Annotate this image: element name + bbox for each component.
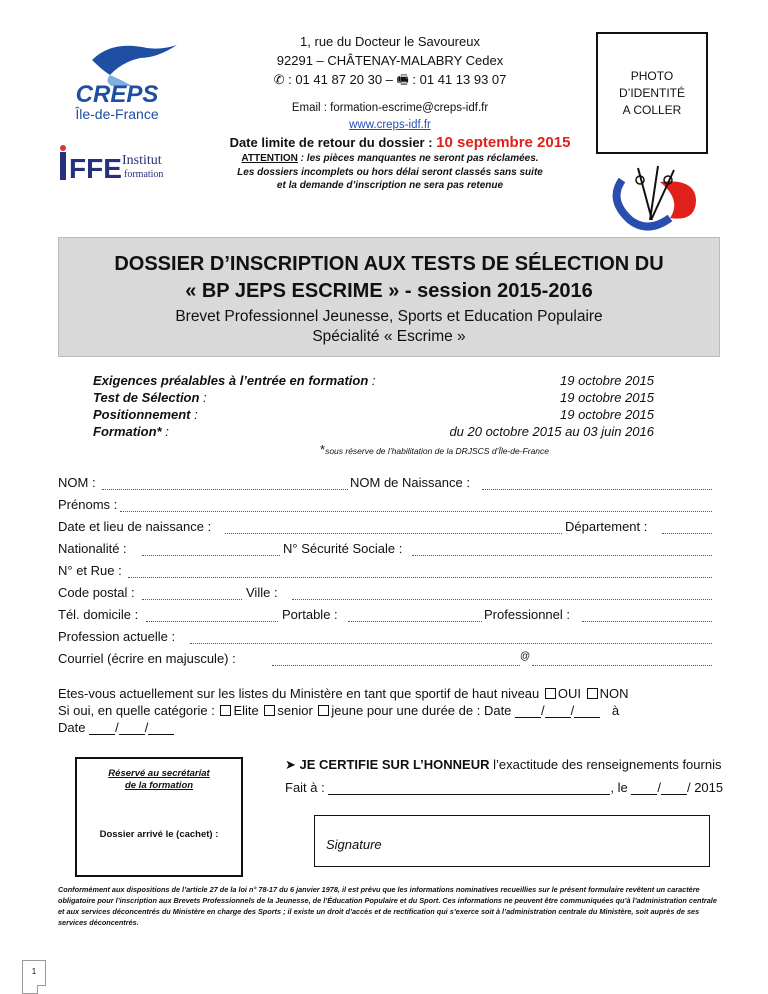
svg-text:FFE: FFE: [69, 153, 122, 184]
svg-text:formation: formation: [124, 169, 164, 180]
certification-statement: ➤ JE CERTIFIE SUR L’HONNEUR l’exactitude des renseignements fournis: [285, 757, 722, 772]
address-line2: 92291 – CHÂTENAY-MALABRY Cedex: [276, 53, 504, 68]
subtitle-line2: Spécialité « Escrime »: [312, 328, 466, 345]
signature-label: Signature: [326, 837, 382, 852]
requirement-value: du 20 octobre 2015 au 03 juin 2016: [449, 424, 654, 439]
fencing-emblem-icon: [600, 160, 710, 235]
requirement-value: 19 octobre 2015: [560, 373, 654, 388]
deadline: [215, 134, 585, 151]
legal-notice: Conformément aux dispositions de l’article 27 de la loi n° 78-17 du 6 janvier 1978, il est prévu que les informations nominatives recueillies sur le présent formulaire revêtent un caractère obligatoire pour l’inscription aux Brevets Professionnels de la Jeunesse, de l’Éducation Populaire et du Sport. Ces informations ne peuvent être communiquées qu’à l’administration centrale et aux services déconcentrés du Ministère en charge des Sports ; il existe un droit d’accès et de rectification qui s’exerce soit à l’administration centrale du Ministère, soit auprès de ses services déconcentrés.: [58, 885, 717, 927]
website-link[interactable]: www.creps-idf.fr: [349, 119, 431, 131]
courriel-label: Courriel (écrire en majuscule) :: [58, 651, 236, 666]
svg-text:CREPS: CREPS: [75, 81, 159, 108]
email-text: Email : formation-escrime@creps-idf.fr: [291, 102, 489, 114]
requirement-label: Formation* :: [93, 424, 169, 439]
departement-field[interactable]: [662, 533, 712, 534]
nom-label: NOM :: [58, 475, 96, 490]
elite-checkbox[interactable]: [220, 705, 231, 716]
address-line1: 1, rue du Docteur le Savoureux: [300, 34, 480, 49]
signed-month-field[interactable]: [661, 794, 687, 795]
requirement-label: Positionnement :: [93, 407, 198, 422]
secretariat-box: Réservé au secrétariat de la formation Dossier arrivé le (cachet) :: [75, 757, 243, 877]
attention-notice: ATTENTION : les pièces manquantes ne seront pas réclamées. Les dossiers incomplets ou hors délai seront classés sans suite et la demande d’inscription ne sera pas retenue: [237, 153, 543, 191]
deadline-label: Date limite de retour du dossier :: [229, 135, 437, 150]
portable-label: Portable :: [282, 607, 338, 622]
date-to-month[interactable]: [119, 734, 145, 735]
date-lieu-field[interactable]: [225, 533, 562, 534]
creps-logo: [52, 40, 182, 125]
contact-block: [225, 100, 555, 134]
portable-field[interactable]: [348, 621, 482, 622]
date-to-line: Date / /: [58, 720, 174, 735]
deadline-date: 10 septembre 2015: [436, 134, 571, 151]
signature-box[interactable]: [314, 815, 710, 867]
sportif-question: Etes-vous actuellement sur les listes du Ministère en tant que sportif de haut niveau OUI NON: [58, 686, 629, 701]
requirement-value: 19 octobre 2015: [560, 390, 654, 405]
photo-box: PHOTO D’IDENTITÉ A COLLER: [596, 32, 708, 154]
secu-field[interactable]: [412, 555, 712, 556]
date-from-day[interactable]: [515, 717, 541, 718]
jeune-checkbox[interactable]: [318, 705, 329, 716]
reservation-note: *sous réserve de l’habilitation de la DRJSCS d’Île-de-France: [320, 442, 550, 457]
arrow-bullet-icon: ➤: [285, 757, 296, 772]
title-banner: [58, 237, 720, 357]
nom-naissance-field[interactable]: [482, 489, 712, 490]
date-from-year[interactable]: [574, 717, 600, 718]
non-checkbox[interactable]: [587, 688, 598, 699]
code-postal-field[interactable]: [142, 599, 242, 600]
svg-text:Île-de-France: Île-de-France: [75, 106, 159, 122]
requirement-value: 19 octobre 2015: [560, 407, 654, 422]
prenoms-field[interactable]: [120, 511, 712, 512]
departement-label: Département :: [565, 519, 648, 534]
date-from-month[interactable]: [545, 717, 571, 718]
courriel-user-field[interactable]: [272, 665, 520, 666]
runner-icon: [92, 45, 177, 86]
date-to-year[interactable]: [148, 734, 174, 735]
profession-field[interactable]: [190, 643, 712, 644]
professionnel-label: Professionnel :: [484, 607, 570, 622]
at-sign: @: [520, 651, 531, 662]
title-line2: « BP JEPS ESCRIME » - session 2015-2016: [185, 280, 593, 302]
prenoms-label: Prénoms :: [58, 497, 118, 512]
tel-label: Tél. domicile :: [58, 607, 139, 622]
ville-field[interactable]: [292, 599, 712, 600]
tel-field[interactable]: [146, 621, 278, 622]
address-block: [225, 32, 555, 89]
profession-label: Profession actuelle :: [58, 629, 176, 644]
date-to-day[interactable]: [89, 734, 115, 735]
fait-a-field[interactable]: [328, 794, 610, 795]
signed-day-field[interactable]: [631, 794, 657, 795]
professionnel-field[interactable]: [582, 621, 712, 622]
oui-checkbox[interactable]: [545, 688, 556, 699]
requirement-label: Exigences préalables à l’entrée en formation :: [93, 373, 376, 388]
phone-fax: ✆ : 01 41 87 20 30 – 🖷 : 01 41 13 93 07: [273, 72, 507, 87]
requirement-label: Test de Sélection :: [93, 390, 207, 405]
senior-checkbox[interactable]: [264, 705, 275, 716]
nationalite-field[interactable]: [142, 555, 280, 556]
code-postal-label: Code postal :: [58, 585, 135, 600]
rue-field[interactable]: [128, 577, 712, 578]
page-number: 1: [22, 960, 46, 994]
date-lieu-label: Date et lieu de naissance :: [58, 519, 212, 534]
arrival-stamp-label: Dossier arrivé le (cachet) :: [99, 829, 219, 840]
rue-label: N° et Rue :: [58, 563, 122, 578]
title-line1: DOSSIER D’INSCRIPTION AUX TESTS DE SÉLECTION DU: [114, 253, 664, 275]
nationalite-label: Nationalité :: [58, 541, 127, 556]
ffe-institut-logo: [58, 144, 178, 184]
svg-text:Institut: Institut: [122, 153, 162, 168]
nom-field[interactable]: [102, 489, 348, 490]
courriel-domain-field[interactable]: [532, 665, 712, 666]
subtitle-line1: Brevet Professionnel Jeunesse, Sports et Education Populaire: [175, 308, 603, 325]
fait-line: Fait à : , le / / 2015: [285, 780, 724, 795]
secu-label: N° Sécurité Sociale :: [283, 541, 403, 556]
attention-label: ATTENTION: [241, 153, 298, 164]
categorie-question: Si oui, en quelle catégorie : Elite senior jeune pour une durée de : Date / / à: [58, 703, 620, 718]
nom-naissance-label: NOM de Naissance :: [350, 475, 470, 490]
ville-label: Ville :: [246, 585, 278, 600]
